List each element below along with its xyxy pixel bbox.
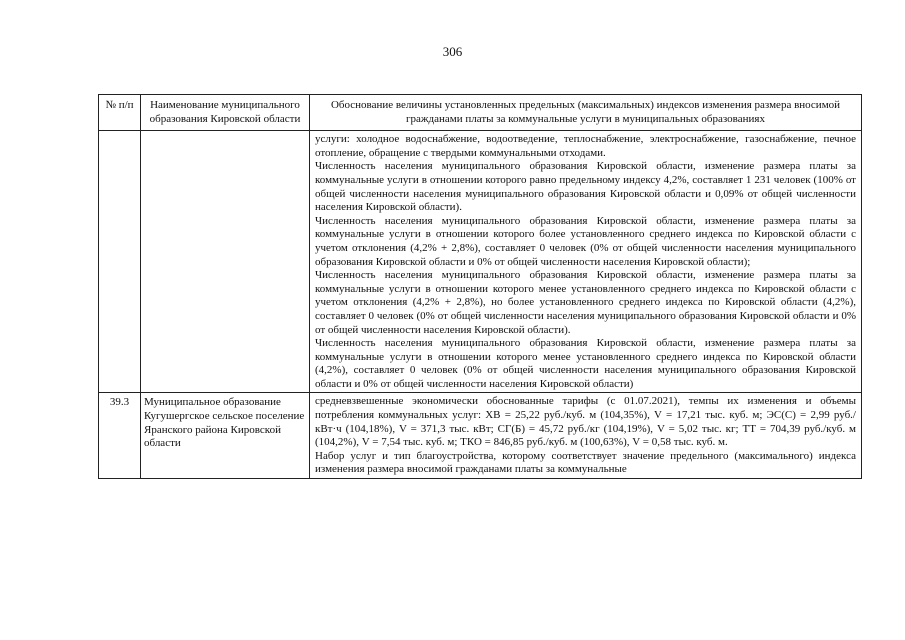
header-justification: Обоснование величины установленных предельных (максимальных) индексов изменения размера вносимой гражданами платы за коммунальные услуги в муниципальных образованиях [310,95,862,131]
table-row [99,131,862,393]
row-number [99,131,141,393]
paragraph: Численность населения муниципального образования Кировской области, изменение размера платы за коммунальные услуги в отношении которого равно предельному индексу 4,2%, составляет 1 231 человек (100% от общей численности населения муниципального образования Кировской области и 0,09% от общей численности населения Кировской области). [315,160,856,214]
row-municipality-name: Муниципальное образование Кугушергское сельское поселение Яранского района Кировской области [141,393,310,479]
paragraph: Численность населения муниципального образования Кировской области, изменение размера платы за коммунальные услуги в отношении которого более установленного среднего индекса по Кировской области с учетом отклонения (4,2% + 2,8%), составляет 0 человек (0% от общей численности населения муниципального образования Кировской области и 0% от общей численности населения Кировской области); [315,214,856,268]
tariff-table [98,94,862,479]
table-header-row [99,95,862,131]
table-row [99,393,862,479]
paragraph: средневзвешенные экономически обоснованные тарифы (с 01.07.2021), темпы их изменения и объемы потребления коммунальных услуг: ХВ = 25,22 руб./куб. м (104,35%), V = 17,21 тыс. куб. м; ЭС(С) = 2,99 руб./кВт·ч (104,18%), V = 371,3 тыс. кВт; СГ(Б) = 45,72 руб./кг (104,19%), V = 5,02 тыс. кг; ТТ = 704,39 руб./куб. м (104,2%), V = 7,54 тыс. куб. м; ТКО = 846,85 руб./куб. м (100,63%), V = 0,58 тыс. куб. м. [315,395,856,449]
row-justification [310,393,862,479]
row-justification [310,131,862,393]
row-number: 39.3 [99,393,141,479]
paragraph: услуги: холодное водоснабжение, водоотведение, теплоснабжение, электроснабжение, газоснабжение, печное отопление, обращение с твердыми коммунальными отходами. [315,133,856,159]
header-number: № п/п [99,95,141,131]
header-municipality-name: Наименование муниципального образования Кировской области [141,95,310,131]
paragraph: Набор услуг и тип благоустройства, которому соответствует значение предельного (максимального) индекса изменения размера вносимой гражданами платы за коммунальные [315,449,856,476]
paragraph: Численность населения муниципального образования Кировской области, изменение размера платы за коммунальные услуги в отношении которого менее установленного среднего индекса по Кировской области (4,2%), составляет 0 человек (0% от общей численности населения муниципального образования Кировской области и 0% от общей численности населения Кировской области) [315,337,856,390]
paragraph: Численность населения муниципального образования Кировской области, изменение размера платы за коммунальные услуги в отношении которого менее установленного среднего индекса по Кировской области с учетом отклонения (4,2% + 2,8%), но более установленного среднего индекса по Кировской области (4,2%), составляет 0 человек (0% от общей численности населения муниципального образования Кировской области и 0% от общей численности населения Кировской области). [315,269,856,336]
row-municipality-name [141,131,310,393]
page-number: 306 [442,44,463,59]
